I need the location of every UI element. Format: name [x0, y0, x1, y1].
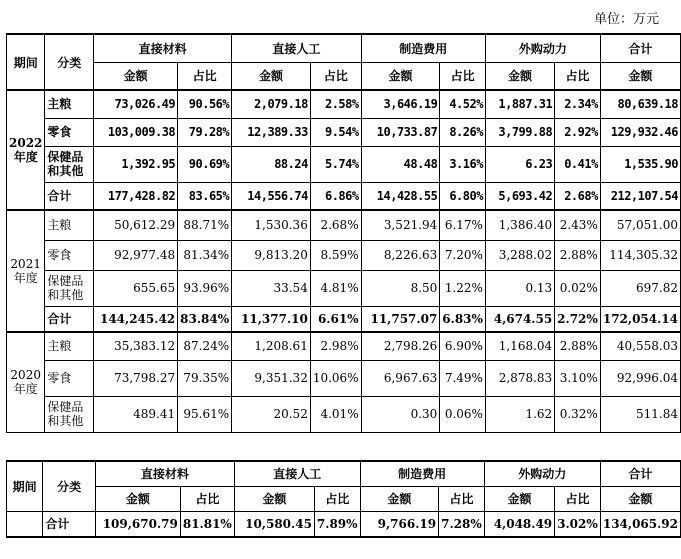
value-cell: 114,305.32	[600, 240, 680, 270]
value-cell: 83.84%	[178, 306, 232, 332]
header-period: 期间	[7, 34, 45, 90]
value-cell: 109,670.79	[95, 511, 180, 537]
value-cell: 14,428.55	[361, 182, 440, 210]
value-cell: 2.68%	[555, 182, 601, 210]
value-cell: 10,580.45	[234, 511, 314, 537]
header-group: 制造费用	[361, 34, 485, 62]
category-label: 保健品和其他	[45, 270, 94, 306]
value-cell: 3.10%	[555, 360, 601, 396]
header-group: 外购动力	[484, 461, 600, 486]
value-cell: 489.41	[94, 396, 178, 432]
header-group: 外购动力	[485, 34, 600, 62]
value-cell: 2.92%	[555, 118, 601, 146]
value-cell: 7.20%	[440, 240, 486, 270]
value-cell: 10.06%	[310, 360, 361, 396]
category-label: 保健品和其他	[45, 146, 94, 182]
period-label	[7, 511, 43, 537]
value-cell: 1,392.95	[94, 146, 178, 182]
value-cell: 6.17%	[440, 210, 486, 240]
value-cell: 5.74%	[310, 146, 361, 182]
category-label: 保健品和其他	[45, 396, 94, 432]
value-cell: 177,428.82	[94, 182, 178, 210]
value-cell: 81.34%	[178, 240, 232, 270]
value-cell: 81.81%	[180, 511, 234, 537]
value-cell: 7.49%	[440, 360, 486, 396]
value-cell: 7.89%	[314, 511, 360, 537]
header-amount: 金额	[600, 62, 680, 90]
category-label: 主粮	[45, 210, 94, 240]
category-label: 零食	[45, 360, 94, 396]
value-cell: 4,674.55	[485, 306, 554, 332]
value-cell: 3.02%	[555, 511, 601, 537]
value-cell: 697.82	[600, 270, 680, 306]
value-cell: 1,887.31	[485, 90, 554, 118]
table-row	[7, 306, 681, 332]
header-group: 直接人工	[232, 34, 361, 62]
value-cell: 6.86%	[310, 182, 361, 210]
value-cell: 4,048.49	[484, 511, 554, 537]
value-cell: 4.52%	[440, 90, 486, 118]
value-cell: 5,693.42	[485, 182, 554, 210]
unit-label: 单位：万元	[593, 12, 659, 27]
value-cell: 8.50	[361, 270, 440, 306]
cost-breakdown-table	[6, 33, 681, 433]
value-cell: 8.59%	[310, 240, 361, 270]
period-label: 2021年度	[7, 210, 45, 332]
header-ratio: 占比	[314, 486, 360, 511]
value-cell: 48.48	[361, 146, 440, 182]
value-cell: 2,079.18	[232, 90, 311, 118]
period-label: 2020年度	[7, 332, 45, 432]
header-amount: 金额	[485, 62, 554, 90]
value-cell: 134,065.92	[600, 511, 680, 537]
table-row	[7, 240, 681, 270]
value-cell: 144,245.42	[94, 306, 178, 332]
header-group: 合计	[600, 34, 680, 62]
header-ratio: 占比	[310, 62, 361, 90]
header-amount: 金额	[234, 486, 314, 511]
value-cell: 73,798.27	[94, 360, 178, 396]
table-row	[7, 332, 681, 360]
value-cell: 1,535.90	[600, 146, 680, 182]
value-cell: 2.88%	[555, 240, 601, 270]
value-cell: 92,977.48	[94, 240, 178, 270]
value-cell: 6.23	[485, 146, 554, 182]
value-cell: 92,996.04	[600, 360, 680, 396]
value-cell: 4.81%	[310, 270, 361, 306]
value-cell: 9,766.19	[360, 511, 439, 537]
header-amount: 金额	[360, 486, 439, 511]
category-label: 主粮	[45, 332, 94, 360]
value-cell: 1.22%	[440, 270, 486, 306]
value-cell: 3,799.88	[485, 118, 554, 146]
value-cell: 33.54	[232, 270, 311, 306]
value-cell: 2.58%	[310, 90, 361, 118]
table-row	[7, 90, 681, 118]
header-group: 直接人工	[234, 461, 360, 486]
value-cell: 172,054.14	[600, 306, 680, 332]
table-row	[7, 182, 681, 210]
header-amount: 金额	[95, 486, 180, 511]
value-cell: 79.28%	[178, 118, 232, 146]
value-cell: 2,878.83	[485, 360, 554, 396]
value-cell: 79.35%	[178, 360, 232, 396]
value-cell: 9,813.20	[232, 240, 311, 270]
value-cell: 129,932.46	[600, 118, 680, 146]
period-label: 2022年度	[7, 90, 45, 210]
value-cell: 14,556.74	[232, 182, 311, 210]
table-row	[7, 210, 681, 240]
value-cell: 2,798.26	[361, 332, 440, 360]
value-cell: 212,107.54	[600, 182, 680, 210]
value-cell: 3,646.19	[361, 90, 440, 118]
value-cell: 2.98%	[310, 332, 361, 360]
header-amount: 金额	[232, 62, 311, 90]
value-cell: 40,558.03	[600, 332, 680, 360]
value-cell: 103,009.38	[94, 118, 178, 146]
value-cell: 0.13	[485, 270, 554, 306]
value-cell: 3,521.94	[361, 210, 440, 240]
value-cell: 73,026.49	[94, 90, 178, 118]
table-row	[7, 511, 681, 537]
value-cell: 9,351.32	[232, 360, 311, 396]
value-cell: 6.61%	[310, 306, 361, 332]
value-cell: 57,051.00	[600, 210, 680, 240]
header-category: 分类	[45, 34, 94, 90]
value-cell: 83.65%	[178, 182, 232, 210]
value-cell: 88.71%	[178, 210, 232, 240]
header-ratio: 占比	[555, 486, 601, 511]
header-ratio: 占比	[180, 486, 234, 511]
value-cell: 1,168.04	[485, 332, 554, 360]
value-cell: 6.83%	[440, 306, 486, 332]
value-cell: 2.68%	[310, 210, 361, 240]
value-cell: 12,389.33	[232, 118, 311, 146]
cost-summary-table	[6, 460, 681, 538]
header-ratio: 占比	[555, 62, 601, 90]
value-cell: 95.61%	[178, 396, 232, 432]
category-label: 合计	[43, 511, 96, 537]
value-cell: 90.56%	[178, 90, 232, 118]
header-amount: 金额	[94, 62, 178, 90]
value-cell: 35,383.12	[94, 332, 178, 360]
value-cell: 655.65	[94, 270, 178, 306]
value-cell: 1,208.61	[232, 332, 311, 360]
value-cell: 8,226.63	[361, 240, 440, 270]
table-row	[7, 146, 681, 182]
table-row	[7, 118, 681, 146]
value-cell: 0.06%	[440, 396, 486, 432]
value-cell: 1,530.36	[232, 210, 311, 240]
table-row	[7, 360, 681, 396]
value-cell: 10,733.87	[361, 118, 440, 146]
value-cell: 9.54%	[310, 118, 361, 146]
value-cell: 2.43%	[555, 210, 601, 240]
category-label: 合计	[45, 182, 94, 210]
category-label: 合计	[45, 306, 94, 332]
header-period: 期间	[7, 461, 43, 511]
value-cell: 11,757.07	[361, 306, 440, 332]
value-cell: 0.02%	[555, 270, 601, 306]
value-cell: 511.84	[600, 396, 680, 432]
value-cell: 1,386.40	[485, 210, 554, 240]
value-cell: 8.26%	[440, 118, 486, 146]
value-cell: 50,612.29	[94, 210, 178, 240]
header-group: 合计	[600, 461, 680, 486]
header-group: 直接材料	[95, 461, 234, 486]
value-cell: 88.24	[232, 146, 311, 182]
table-row	[7, 270, 681, 306]
category-label: 主粮	[45, 90, 94, 118]
value-cell: 2.72%	[555, 306, 601, 332]
header-ratio: 占比	[439, 486, 485, 511]
header-category: 分类	[43, 461, 96, 511]
value-cell: 80,639.18	[600, 90, 680, 118]
value-cell: 2.34%	[555, 90, 601, 118]
value-cell: 0.41%	[555, 146, 601, 182]
value-cell: 6,967.63	[361, 360, 440, 396]
value-cell: 93.96%	[178, 270, 232, 306]
value-cell: 0.30	[361, 396, 440, 432]
value-cell: 2.88%	[555, 332, 601, 360]
value-cell: 11,377.10	[232, 306, 311, 332]
category-label: 零食	[45, 118, 94, 146]
value-cell: 4.01%	[310, 396, 361, 432]
value-cell: 7.28%	[439, 511, 485, 537]
header-group: 直接材料	[94, 34, 232, 62]
value-cell: 3.16%	[440, 146, 486, 182]
header-amount: 金额	[484, 486, 554, 511]
header-amount: 金额	[361, 62, 440, 90]
header-ratio: 占比	[178, 62, 232, 90]
value-cell: 20.52	[232, 396, 311, 432]
table-row	[7, 396, 681, 432]
value-cell: 6.80%	[440, 182, 486, 210]
header-group: 制造费用	[360, 461, 484, 486]
value-cell: 6.90%	[440, 332, 486, 360]
value-cell: 0.32%	[555, 396, 601, 432]
value-cell: 87.24%	[178, 332, 232, 360]
value-cell: 90.69%	[178, 146, 232, 182]
header-amount: 金额	[600, 486, 680, 511]
value-cell: 1.62	[485, 396, 554, 432]
header-ratio: 占比	[440, 62, 486, 90]
value-cell: 3,288.02	[485, 240, 554, 270]
category-label: 零食	[45, 240, 94, 270]
